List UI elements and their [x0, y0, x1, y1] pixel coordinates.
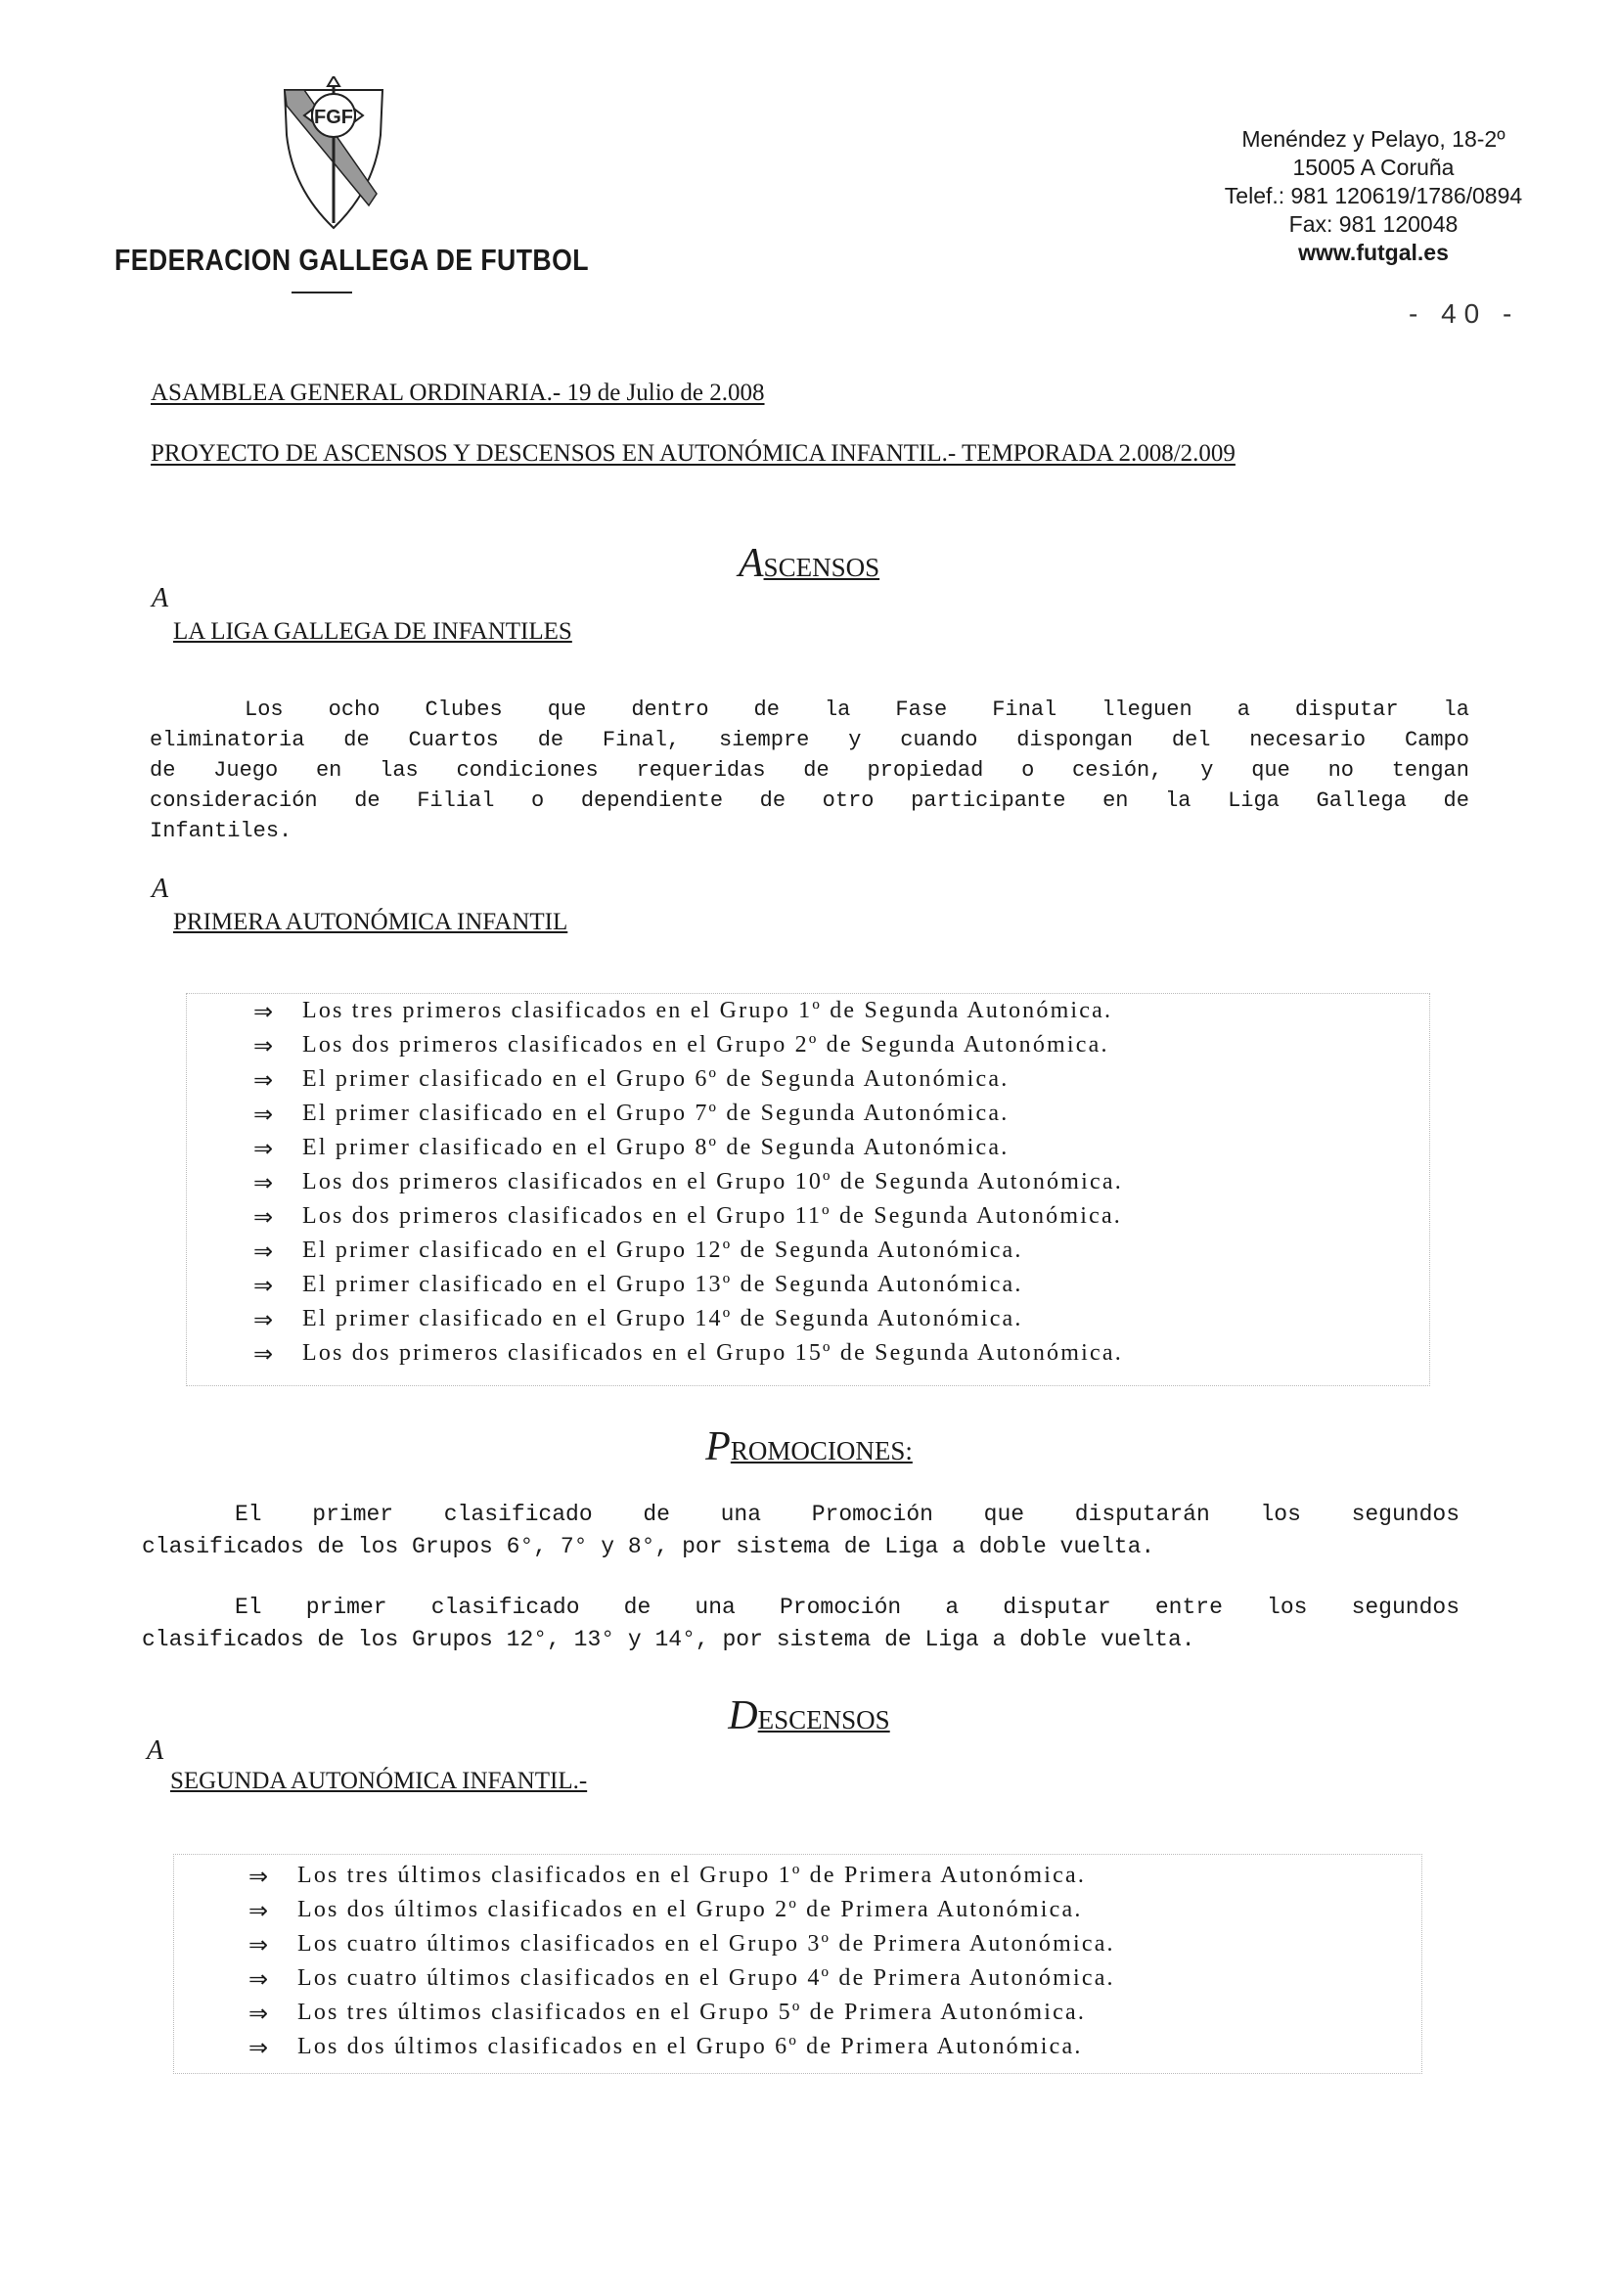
heading-initial: A: [738, 541, 764, 586]
arrow-icon: ⇒: [253, 1308, 274, 1333]
list-item: Los dos últimos clasificados en el Grupo 6º de Primera Autonómica.: [297, 2034, 1083, 2059]
arrow-icon: ⇒: [248, 2036, 269, 2061]
address-block: [1178, 125, 1569, 267]
list-item: El primer clasificado en el Grupo 8º de Segunda Autonómica.: [302, 1135, 1010, 1160]
section-marker: A: [152, 874, 169, 904]
paragraph-line: eliminatoria de Cuartos de Final, siempre y cuando dispongan del necesario Campo: [150, 728, 1469, 752]
arrow-icon: ⇒: [248, 1967, 269, 1993]
heading-text: SCENSOS: [763, 553, 880, 582]
liga-gallega-title: LA LIGA GALLEGA DE INFANTILES: [173, 618, 572, 645]
arrow-icon: ⇒: [253, 1342, 274, 1368]
segunda-descensos-list: [173, 1854, 1422, 2074]
arrow-icon: ⇒: [253, 1205, 274, 1231]
list-item: Los dos primeros clasificados en el Grupo 10º de Segunda Autonómica.: [302, 1169, 1123, 1194]
list-item: Los dos primeros clasificados en el Grupo 11º de Segunda Autonómica.: [302, 1203, 1123, 1229]
arrow-icon: ⇒: [253, 1103, 274, 1128]
heading-initial: D: [728, 1693, 758, 1738]
arrow-icon: ⇒: [248, 2002, 269, 2027]
project-title: PROYECTO DE ASCENSOS Y DESCENSOS EN AUTONÓMICA INFANTIL.- TEMPORADA 2.008/2.009: [151, 440, 1236, 467]
assembly-title: ASAMBLEA GENERAL ORDINARIA.- 19 de Julio de 2.008: [151, 380, 765, 406]
paragraph-line: de Juego en las condiciones requeridas de propiedad o cesión, y que no tengan: [150, 758, 1469, 783]
page-number: - 40 -: [1409, 298, 1520, 329]
promocion-paragraph: [142, 1499, 1460, 1563]
list-item: Los tres primeros clasificados en el Grupo 1º de Segunda Autonómica.: [302, 998, 1113, 1023]
list-item: El primer clasificado en el Grupo 6º de Segunda Autonómica.: [302, 1066, 1010, 1092]
promocion-paragraph: [142, 1592, 1460, 1656]
list-item: El primer clasificado en el Grupo 13º de Segunda Autonómica.: [302, 1272, 1023, 1297]
promociones-heading: [0, 1423, 1618, 1470]
arrow-icon: ⇒: [253, 1000, 274, 1025]
heading-initial: P: [705, 1424, 731, 1469]
primera-autonomica-title: PRIMERA AUTONÓMICA INFANTIL: [173, 909, 568, 935]
arrow-icon: ⇒: [253, 1137, 274, 1162]
organization-name: FEDERACION GALLEGA DE FUTBOL: [114, 243, 589, 277]
list-item: El primer clasificado en el Grupo 14º de Segunda Autonómica.: [302, 1306, 1023, 1331]
arrow-icon: ⇒: [248, 1899, 269, 1924]
federation-logo: [279, 76, 388, 233]
list-item: Los dos últimos clasificados en el Grupo 2º de Primera Autonómica.: [297, 1897, 1083, 1922]
list-item: Los tres últimos clasificados en el Grupo 5º de Primera Autonómica.: [297, 2000, 1087, 2025]
phone: Telef.: 981 120619/1786/0894: [1224, 183, 1523, 208]
primera-ascensos-list: [186, 993, 1430, 1386]
paragraph-line: clasificados de los Grupos 12°, 13° y 14°, por sistema de Liga a doble vuelta.: [142, 1627, 1195, 1652]
segunda-autonomica-title: SEGUNDA AUTONÓMICA INFANTIL.-: [170, 1768, 588, 1794]
fax: Fax: 981 120048: [1288, 211, 1459, 237]
divider: [292, 292, 352, 293]
section-marker: A: [152, 583, 169, 613]
list-item: Los dos primeros clasificados en el Grupo 2º de Segunda Autonómica.: [302, 1032, 1109, 1058]
paragraph-line: Los ocho Clubes que dentro de la Fase Final lleguen a disputar la: [245, 698, 1469, 722]
section-marker: A: [147, 1735, 164, 1766]
arrow-icon: ⇒: [253, 1239, 274, 1265]
website-link[interactable]: www.futgal.es: [1298, 240, 1449, 265]
list-item: Los tres últimos clasificados en el Grupo 1º de Primera Autonómica.: [297, 1863, 1087, 1888]
arrow-icon: ⇒: [253, 1068, 274, 1094]
paragraph-line: Infantiles.: [150, 819, 292, 843]
paragraph-line: clasificados de los Grupos 6°, 7° y 8°, por sistema de Liga a doble vuelta.: [142, 1534, 1155, 1559]
list-item: El primer clasificado en el Grupo 7º de Segunda Autonómica.: [302, 1101, 1010, 1126]
address-line: 15005 A Coruña: [1292, 155, 1455, 180]
arrow-icon: ⇒: [253, 1274, 274, 1299]
svg-text:FGF: FGF: [314, 107, 353, 128]
arrow-icon: ⇒: [253, 1171, 274, 1196]
address-line: Menéndez y Pelayo, 18-2º: [1241, 126, 1506, 152]
arrow-icon: ⇒: [248, 1865, 269, 1890]
descensos-heading: [0, 1692, 1618, 1739]
paragraph-line: El primer clasificado de una Promoción que disputarán los segundos: [235, 1502, 1460, 1527]
list-item: Los dos primeros clasificados en el Grupo 15º de Segunda Autonómica.: [302, 1340, 1123, 1366]
ascensos-heading: [0, 540, 1618, 587]
paragraph-line: El primer clasificado de una Promoción a disputar entre los segundos: [235, 1595, 1460, 1620]
heading-text: ESCENSOS: [757, 1705, 890, 1734]
heading-text: ROMOCIONES:: [730, 1436, 913, 1465]
arrow-icon: ⇒: [253, 1034, 274, 1059]
liga-gallega-paragraph: [150, 695, 1469, 846]
list-item: Los cuatro últimos clasificados en el Grupo 4º de Primera Autonómica.: [297, 1965, 1115, 1991]
paragraph-line: consideración de Filial o dependiente de otro participante en la Liga Gallega de: [150, 788, 1469, 813]
arrow-icon: ⇒: [248, 1933, 269, 1958]
list-item: Los cuatro últimos clasificados en el Grupo 3º de Primera Autonómica.: [297, 1931, 1115, 1957]
list-item: El primer clasificado en el Grupo 12º de Segunda Autonómica.: [302, 1238, 1023, 1263]
